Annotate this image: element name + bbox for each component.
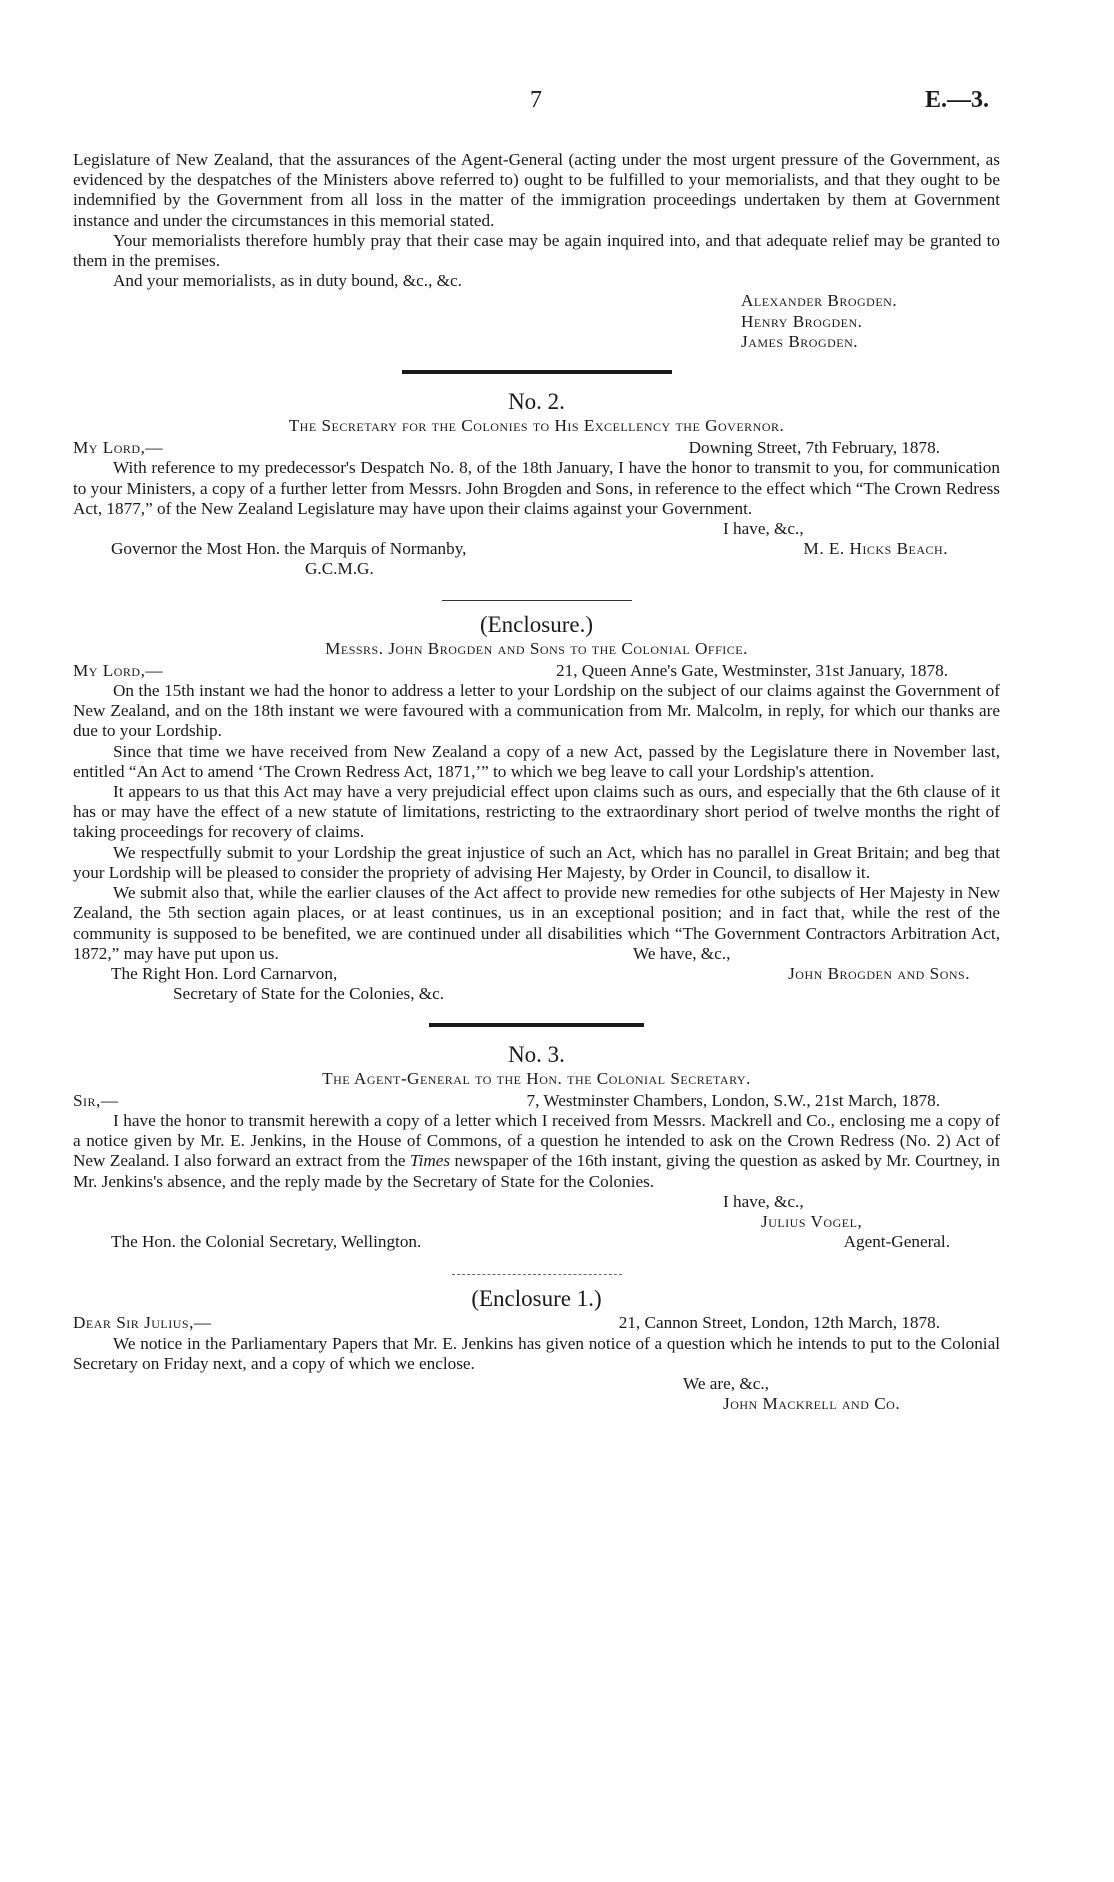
enclosure-a-para-2: Since that time we have received from New Zealand a copy of a new Act, passed by the Legislature there in November last, entitled “An Act to amend ‘The Crown Redress Act, 1871,’” to which we beg leave to call your Lordship's attention. [73, 741, 1000, 781]
no2-addressee-line1: Governor the Most Hon. the Marquis of Normanby, [111, 539, 467, 559]
no2-addressee-line2: G.C.M.G. [305, 559, 374, 579]
enclosure-a-salutation-row [73, 661, 1000, 681]
page-body [73, 150, 1000, 1414]
page-number: 7 [530, 87, 542, 113]
enclosure-1-address: 21, Cannon Street, London, 12th March, 1878. [618, 1313, 940, 1333]
signatory-2: Henry Brogden. [741, 311, 863, 331]
no3-subheading: The Agent-General to the Hon. the Colonial Secretary. [322, 1068, 751, 1088]
no2-salutation: My Lord,— [73, 438, 164, 458]
enclosure-1-salutation-row [73, 1313, 1000, 1333]
section-divider [429, 1023, 644, 1027]
no2-addressee-row [73, 539, 1000, 559]
enclosure-a-address: 21, Queen Anne's Gate, Westminster, 31st January, 1878. [556, 660, 948, 680]
enclosure-a-para-3: It appears to us that this Act may have a very prejudicial effect upon claims such as ours, and especially that the 6th clause of it has or may have the effect of a new statute of limitations, restricting to the extraordinary short period of twelve months the right of taking proceedings for recovery of claims. [73, 782, 1000, 842]
no3-addressee-row [73, 1232, 1000, 1252]
no2-heading: No. 2. [508, 389, 565, 415]
enclosure-a-signature: John Brogden and Sons. [788, 964, 970, 984]
enclosure-a-para-1: On the 15th instant we had the honor to address a letter to your Lordship on the subject of our claims against the Government of New Zealand, and on the 18th instant we were favoured with a communication from Mr. Malcolm, in reply, for which our thanks are due to your Lordship. [73, 681, 1000, 741]
enclosure-a-subheading: Messrs. John Brogden and Sons to the Colonial Office. [325, 638, 748, 658]
enclosure-a-addressee-line1: The Right Hon. Lord Carnarvon, [111, 964, 338, 984]
signatory-1: Alexander Brogden. [741, 291, 898, 311]
no3-address: 7, Westminster Chambers, London, S.W., 21st March, 1878. [526, 1090, 940, 1110]
no2-address: Downing Street, 7th February, 1878. [688, 438, 940, 458]
enclosure-a-closing: We have, &c., [633, 943, 731, 963]
no3-salutation: Sir,— [73, 1090, 119, 1110]
no3-addressee: The Hon. the Colonial Secretary, Wellington. [111, 1232, 422, 1252]
no3-body-pre: I have the honor to transmit herewith a copy of a letter which I received from Messrs. Mackrell and Co., enclosing me a copy of a notice given by Mr. E. Jenkins, in the House of Commons, of a question he intended to ask on the Crown Redress (No. 2) Act of New Zealand. I also forward an extract from the [73, 1110, 1000, 1171]
no3-signature-title: Agent-General. [843, 1232, 950, 1252]
enclosure-a-addressee-row [73, 964, 1000, 984]
enclosure-1-signature: John Mackrell and Co. [723, 1394, 901, 1414]
no2-section [73, 388, 1000, 580]
memorial-signatories [741, 291, 1000, 352]
no2-salutation-row [73, 438, 1000, 458]
document-code: E.—3. [925, 87, 990, 113]
no2-body: With reference to my predecessor's Despatch No. 8, of the 18th January, I have the honor to transmit to you, for communication to your Ministers, a copy of a further letter from Messrs. John Brogden and Sons, in reference to the effect which “The Crown Redress Act, 1877,” of the New Zealand Legislature may have upon their claims against your Government. [73, 458, 1000, 518]
enclosure-a-para-5: We submit also that, while the earlier clauses of the Act affect to provide new remedies for othe subjects of Her Majesty in New Zealand, the 5th section again places, or at least continues, us in an exceptional position; and in fact that, while the rest of the community is supposed to be benefited, we are continued under all disabilities which “The Government Contractors Arbitration Act, 1872,” may have put upon us. [73, 883, 1000, 963]
section-divider [452, 1274, 622, 1275]
enclosure-a-addressee-line2: Secretary of State for the Colonies, &c. [173, 984, 445, 1004]
enclosure-1-heading: (Enclosure 1.) [471, 1286, 602, 1312]
enclosure-1-body: We notice in the Parliamentary Papers that Mr. E. Jenkins has given notice of a question which he intends to put to the Colonial Secretary on Friday next, and a copy of which we enclose. [73, 1333, 1000, 1373]
enclosure-1-closing: We are, &c., [683, 1373, 769, 1393]
enclosure-a-salutation: My Lord,— [73, 660, 164, 680]
enclosure-a-para-4: We respectfully submit to your Lordship the great injustice of such an Act, which has no parallel in Great Britain; and beg that your Lordship will be pleased to consider the propriety of advising Her Majesty, by Order in Council, to disallow it. [73, 842, 1000, 882]
no2-closing: I have, &c., [723, 519, 804, 539]
no3-body-italic: Times [409, 1151, 451, 1171]
no3-body [73, 1111, 1000, 1192]
section-divider [402, 370, 672, 374]
no3-closing: I have, &c., [723, 1191, 804, 1211]
enclosure-1-section [73, 1285, 1000, 1414]
no3-heading: No. 3. [508, 1041, 565, 1067]
enclosure-a-section [73, 611, 1000, 1005]
memorial-para-3: And your memorialists, as in duty bound, &c., &c. [113, 271, 462, 291]
no3-signature: Julius Vogel, [761, 1211, 863, 1231]
no3-salutation-row [73, 1091, 1000, 1111]
no2-subheading: The Secretary for the Colonies to His Excellency the Governor. [288, 416, 785, 436]
memorial-section [73, 150, 1000, 352]
no3-section [73, 1041, 1000, 1253]
no2-signature: M. E. Hicks Beach. [803, 539, 948, 559]
no3-body-post: newspaper of the 16th instant, giving the question as asked by Mr. Courtney, in Mr. Jenkins's absence, and the reply made by the Secretary of State for the Colonies. [73, 1151, 1000, 1191]
enclosure-1-salutation: Dear Sir Julius,— [73, 1313, 212, 1333]
memorial-para-2: Your memorialists therefore humbly pray that their case may be again inquired into, and that adequate relief may be granted to them in the premises. [73, 230, 1000, 271]
enclosure-a-heading: (Enclosure.) [479, 611, 594, 637]
memorial-para-1: Legislature of New Zealand, that the assurances of the Agent-General (acting under the most urgent pressure of the Government, as evidenced by the despatches of the Ministers above referred to) ought to be fulfilled to your memorialists, and that they ought to be indemnified by the Government from all loss in the matter of the immigration proceedings undertaken by them at Government instance and under the circumstances in this memorial stated. [73, 150, 1000, 230]
signatory-3: James Brogden. [741, 331, 859, 351]
section-divider [442, 600, 632, 601]
